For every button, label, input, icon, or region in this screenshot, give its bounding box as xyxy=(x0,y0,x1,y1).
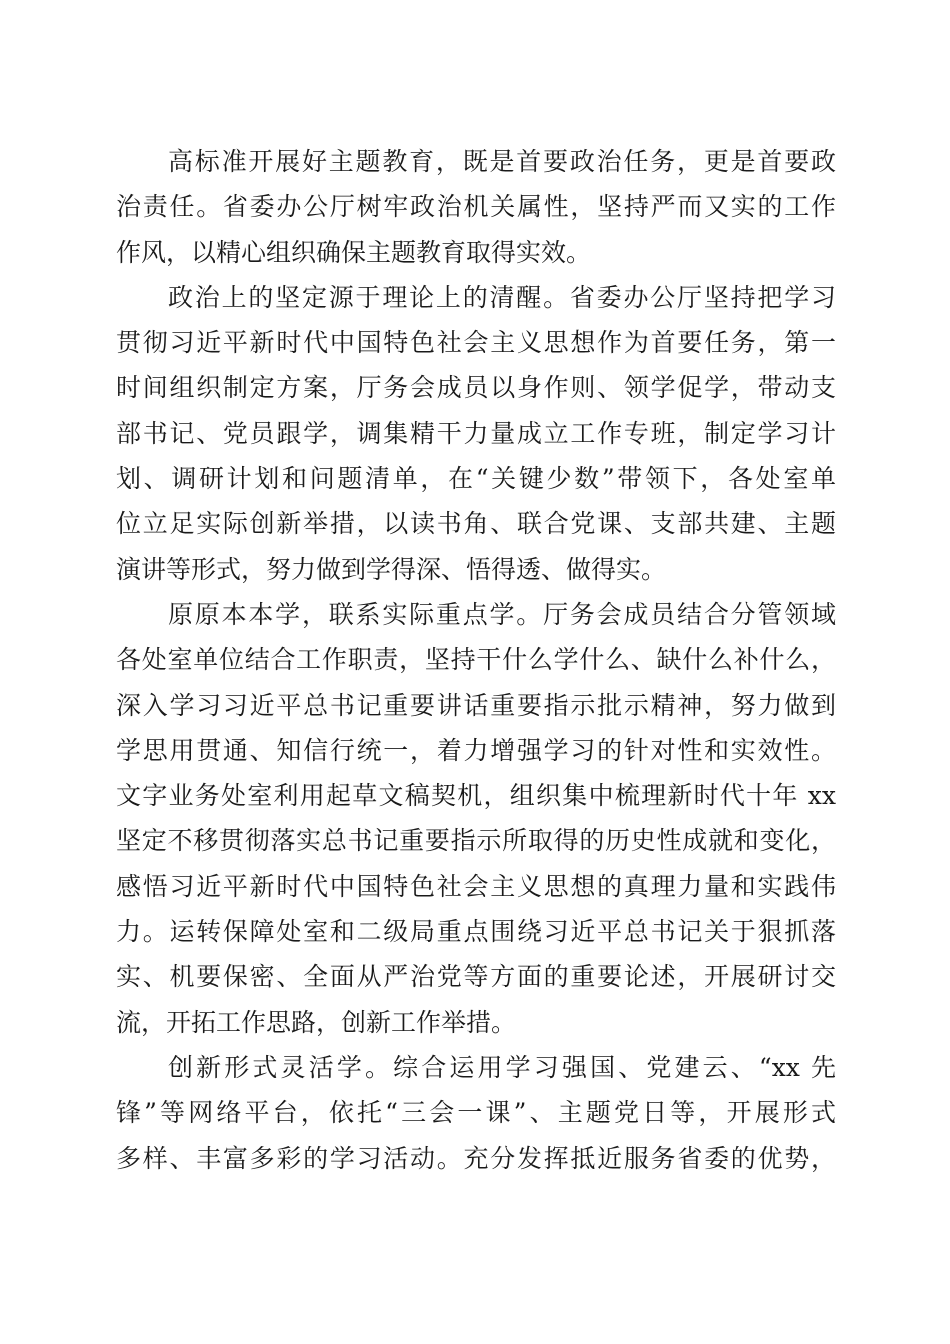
paragraph-3-line-2: 各处室单位结合工作职责，坚持干什么学什么、缺什么补什么， xyxy=(116,645,836,675)
paragraph-1-line-2: 治责任。省委办公厅树牢政治机关属性，坚持严而又实的工作 xyxy=(116,192,836,222)
paragraph-2-line-4: 部书记、党员跟学，调集精干力量成立工作专班，制定学习计 xyxy=(116,418,836,448)
paragraph-3-line-3: 深入学习习近平总书记重要讲话重要指示批示精神，努力做到 xyxy=(116,690,836,720)
paragraph-3-line-7: 感悟习近平新时代中国特色社会主义思想的真理力量和实践伟 xyxy=(116,871,836,901)
paragraph-4-line-2: 锋”等网络平台，依托“三会一课”、主题党日等，开展形式 xyxy=(116,1098,836,1128)
paragraph-3-line-6: 坚定不移贯彻落实总书记重要指示所取得的历史性成就和变化， xyxy=(116,826,836,856)
paragraph-3-line-4: 学思用贯通、知信行统一，着力增强学习的针对性和实效性。 xyxy=(116,735,836,765)
paragraph-4-line-1: 创新形式灵活学。综合运用学习强国、党建云、“xx 先 xyxy=(168,1052,836,1082)
paragraph-2-line-5: 划、调研计划和问题清单，在“关键少数”带领下，各处室单 xyxy=(116,464,836,494)
paragraph-3-line-9: 实、机要保密、全面从严治党等方面的重要论述，开展研讨交 xyxy=(116,962,836,992)
paragraph-3-line-5: 文字业务处室利用起草文稿契机，组织集中梳理新时代十年 xx xyxy=(116,781,836,811)
paragraph-3-line-8: 力。运转保障处室和二级局重点围绕习近平总书记关于狠抓落 xyxy=(116,917,836,947)
paragraph-2-line-6: 位立足实际创新举措，以读书角、联合党课、支部共建、主题 xyxy=(116,509,836,539)
paragraph-1-line-3: 作风，以精心组织确保主题教育取得实效。 xyxy=(116,237,592,267)
paragraph-4-line-3: 多样、丰富多彩的学习活动。充分发挥抵近服务省委的优势， xyxy=(116,1143,836,1173)
paragraph-2-line-2: 贯彻习近平新时代中国特色社会主义思想作为首要任务，第一 xyxy=(116,328,836,358)
paragraph-3-line-10: 流，开拓工作思路，创新工作举措。 xyxy=(116,1007,517,1037)
paragraph-3-line-1: 原原本本学，联系实际重点学。厅务会成员结合分管领域 xyxy=(168,599,836,629)
document-body xyxy=(116,139,836,1181)
paragraph-2-line-1: 政治上的坚定源于理论上的清醒。省委办公厅坚持把学习 xyxy=(168,282,836,312)
paragraph-2-line-3: 时间组织制定方案，厅务会成员以身作则、领学促学，带动支 xyxy=(116,373,836,403)
paragraph-2-line-7: 演讲等形式，努力做到学得深、悟得透、做得实。 xyxy=(116,554,667,584)
paragraph-1-line-1: 高标准开展好主题教育，既是首要政治任务，更是首要政 xyxy=(168,147,836,176)
